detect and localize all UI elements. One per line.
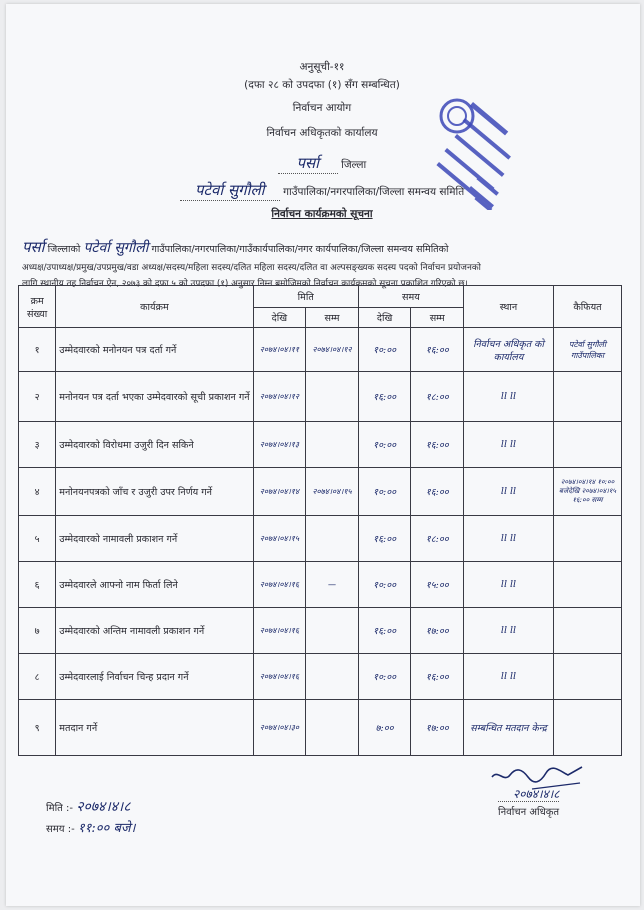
header-time-to: सम्म	[411, 308, 464, 328]
row-serial: ७	[19, 608, 56, 654]
row-time-to: १६:००	[411, 422, 464, 468]
intro-line-1	[22, 238, 622, 259]
intro-municipality-handwritten: पटेर्वा सुगौली	[83, 240, 149, 256]
row-remarks	[553, 516, 621, 562]
table-row	[19, 468, 622, 516]
row-date-to	[306, 516, 359, 562]
row-date-to	[306, 700, 359, 756]
row-date-to	[306, 422, 359, 468]
district-line	[0, 153, 644, 174]
municipality-label: गाउँपालिका/नगरपालिका/जिल्ला समन्वय समिति	[283, 186, 465, 198]
row-date-from: २०७४।०४।१५	[253, 516, 306, 562]
table-row	[19, 608, 622, 654]
district-label: जिल्ला	[341, 159, 367, 171]
row-time-from: १०:००	[358, 468, 411, 516]
intro-district-handwritten: पर्सा	[22, 238, 45, 256]
row-date-from: २०७४।०४।१४	[253, 468, 306, 516]
row-serial: ६	[19, 562, 56, 608]
row-activity: मनोनयन पत्र दर्ता भएका उम्मेदवारको सूची प्रकाशन गर्ने	[56, 372, 253, 422]
notice-title: निर्वाचन कार्यक्रमको सूचना	[271, 208, 373, 220]
footer-time-label: समय :-	[46, 824, 75, 835]
row-serial: ३	[19, 422, 56, 468]
row-date-from: २०७४।०४।१६	[253, 608, 306, 654]
row-serial: ९	[19, 700, 56, 756]
row-time-to: १७:००	[411, 700, 464, 756]
footer-time-value: ११:०० बजे।	[77, 821, 136, 836]
row-place-ditto: ll ll	[464, 516, 554, 562]
row-place-ditto: ll ll	[464, 608, 554, 654]
table-row	[19, 516, 622, 562]
header-activity: कार्यक्रम	[56, 286, 253, 328]
intro-line-3: लागि स्थानीय तह निर्वाचन ऐन, २०७३ को दफा ५ को उपदफा (१) अनुसार निम्न बमोजिमको निर्वाचन कार्यक्रमको सूचना प्रकाशित गरिएको छ।	[22, 279, 468, 289]
row-time-from: १०:००	[358, 562, 411, 608]
election-schedule-table	[18, 285, 622, 756]
header-serial-number: क्रम संख्या	[19, 286, 56, 328]
row-remarks	[553, 608, 621, 654]
municipality-handwritten: पटेर्वा सुगौली	[180, 180, 280, 201]
row-time-from: १६:००	[358, 608, 411, 654]
row-time-to: १८:००	[411, 516, 464, 562]
row-date-from: २०७४।०४।११	[253, 328, 306, 372]
table-row	[19, 700, 622, 756]
section-reference: (दफा २८ को उपदफा (१) सँग सम्बन्धित)	[244, 79, 400, 91]
row-time-to: १७:००	[411, 608, 464, 654]
row-time-from: १०:००	[358, 328, 411, 372]
header-place: स्थान	[464, 286, 554, 328]
row-remarks	[553, 654, 621, 700]
row-activity: उम्मेदवारको अन्तिम नामावली प्रकाशन गर्ने	[56, 608, 253, 654]
commission-name: निर्वाचन आयोग	[292, 102, 352, 114]
row-place-ditto: ll ll	[464, 422, 554, 468]
table-row	[19, 328, 622, 372]
row-time-to: १५:००	[411, 562, 464, 608]
municipality-line	[0, 180, 644, 201]
header-date-from: देखि	[253, 308, 306, 328]
footer-date	[46, 797, 131, 816]
intro-district-word: जिल्लाको	[47, 244, 81, 255]
row-activity: उम्मेदवारलाई निर्वाचन चिन्ह प्रदान गर्ने	[56, 654, 253, 700]
row-place-ditto: ll ll	[464, 654, 554, 700]
row-time-from: १०:००	[358, 422, 411, 468]
row-time-from: १६:००	[358, 372, 411, 422]
row-activity: मनोनयनपत्रको जाँच र उजुरी उपर निर्णय गर्ने	[56, 468, 253, 516]
row-activity: उम्मेदवारले आफ्नो नाम फिर्ता लिने	[56, 562, 253, 608]
row-remarks	[553, 422, 621, 468]
row-time-from: १०:००	[358, 654, 411, 700]
row-date-to	[306, 372, 359, 422]
header-date: मिति	[253, 286, 358, 308]
row-place: सम्बन्धित मतदान केन्द्र	[464, 700, 554, 756]
header-remarks: कैफियत	[553, 286, 621, 328]
row-date-from: २०७४।०४।३०	[253, 700, 306, 756]
row-time-to: १८:००	[411, 372, 464, 422]
table-row	[19, 562, 622, 608]
row-serial: ४	[19, 468, 56, 516]
header-date-to: सम्म	[306, 308, 359, 328]
row-serial: ५	[19, 516, 56, 562]
table-row	[19, 372, 622, 422]
row-activity: उम्मेदवारको नामावली प्रकाशन गर्ने	[56, 516, 253, 562]
table-row	[19, 654, 622, 700]
row-remarks	[553, 562, 621, 608]
row-serial: २	[19, 372, 56, 422]
official-seal-stamp	[417, 92, 539, 210]
intro-line-1-rest: गाउँपालिका/नगरपालिका/गाउँकार्यपालिका/नगर कार्यपालिका/जिल्ला समन्वय समितिको	[151, 244, 449, 255]
office-name: निर्वाचन अधिकृतको कार्यालय	[266, 127, 378, 139]
row-time-from: ७:००	[358, 700, 411, 756]
row-date-from: २०७४।०४।१२	[253, 372, 306, 422]
schedule-number: अनुसूची-११	[299, 61, 345, 73]
row-remarks	[553, 700, 621, 756]
table-row	[19, 422, 622, 468]
header-time: समय	[358, 286, 463, 308]
row-date-from: २०७४।०४।१६	[253, 562, 306, 608]
row-serial: १	[19, 328, 56, 372]
row-remarks: पटेर्वा सुगौली गाउँपालिका	[553, 328, 621, 372]
row-date-to	[306, 654, 359, 700]
footer-time	[46, 818, 135, 836]
row-date-to: २०७४।०४।१२	[306, 328, 359, 372]
row-place: निर्वाचन अधिकृत को कार्यालय	[464, 328, 554, 372]
district-handwritten: पर्सा	[278, 153, 338, 174]
row-activity: मतदान गर्ने	[56, 700, 253, 756]
row-place-ditto: ll ll	[464, 562, 554, 608]
officer-title: निर्वाचन अधिकृत	[498, 801, 559, 818]
row-place-ditto: ll ll	[464, 372, 554, 422]
footer-date-label: मिति :-	[46, 803, 74, 814]
row-date-from: २०७४।०४।१६	[253, 654, 306, 700]
row-date-from: २०७४।०४।१३	[253, 422, 306, 468]
row-remarks	[553, 372, 621, 422]
signature-date: २०७४।४।८	[513, 787, 560, 801]
row-activity: उम्मेदवारको विरोधमा उजुरी दिन सकिने	[56, 422, 253, 468]
header-time-from: देखि	[358, 308, 411, 328]
row-serial: ८	[19, 654, 56, 700]
row-date-to	[306, 608, 359, 654]
row-time-from: १६:००	[358, 516, 411, 562]
row-time-to: १६:००	[411, 468, 464, 516]
row-remarks: २०७४।०४।१४ १०:०० बजेदेखि २०७४।०४।१५ १६:०० सम्म	[553, 468, 621, 516]
row-time-to: १६:००	[411, 328, 464, 372]
row-time-to: १६:००	[411, 654, 464, 700]
footer-date-value: २०७४।४।८	[76, 799, 131, 815]
intro-line-2: अध्यक्ष/उपाध्यक्ष/प्रमुख/उपप्रमुख/वडा अध्यक्ष/सदस्य/महिला सदस्य/दलित महिला सदस्य/दलित वा अल्पसङ्ख्यक सदस्य पदको निर्वाचन प्रयोजनको	[22, 263, 481, 273]
row-date-to: २०७४।०४।१५	[306, 468, 359, 516]
row-activity: उम्मेदवारको मनोनयन पत्र दर्ता गर्ने	[56, 328, 253, 372]
row-date-to: —	[306, 562, 359, 608]
row-place-ditto: ll ll	[464, 468, 554, 516]
